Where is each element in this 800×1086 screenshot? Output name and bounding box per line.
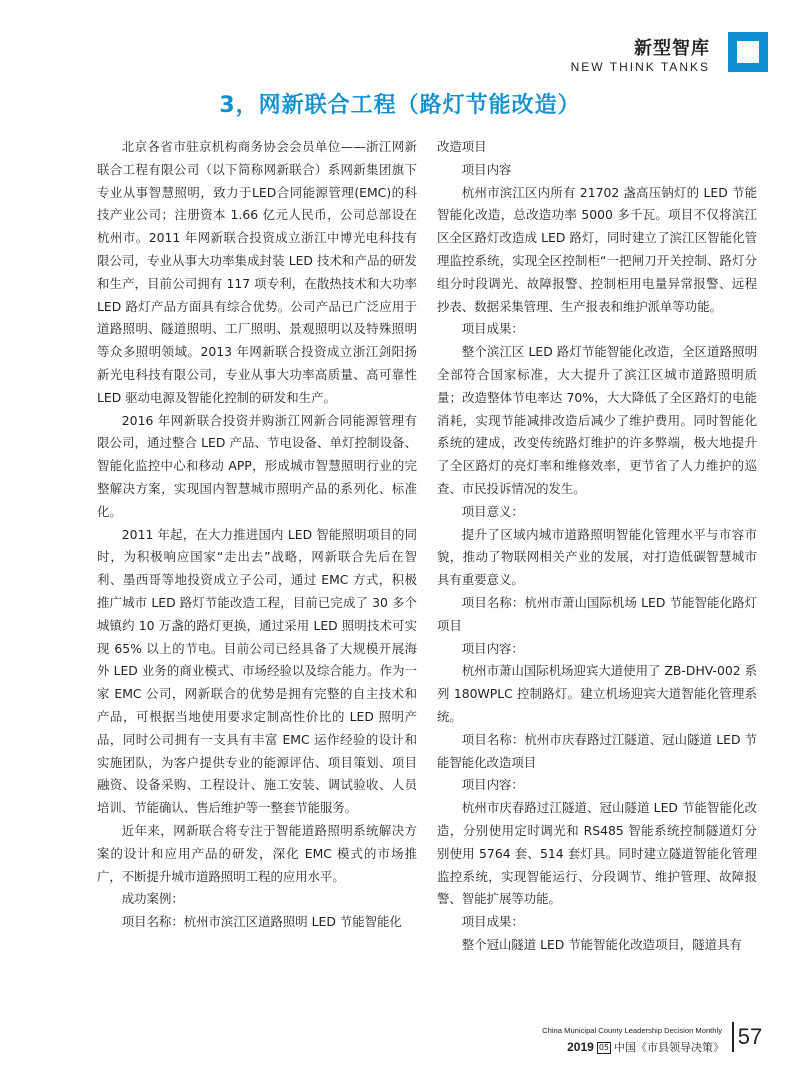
- section-subtitle: NEW THINK TANKS: [570, 60, 710, 74]
- paragraph: 2016 年网新联合投资并购浙江网新合同能源管理有限公司，通过整合 LED 产品、节电设备、单灯控制设备、智能化监控中心和移动 APP，形成城市智慧照明行业的完整解决方案，实现国内智慧城市照明产品的系列化、标准化。: [97, 412, 417, 519]
- paragraph: 提升了区域内城市道路照明智能化管理水平与市容市貌，推动了物联网相关产业的发展，对打造低碳智慧城市具有重要意义。: [437, 526, 757, 588]
- paragraph-heading: 项目成果：: [461, 321, 524, 337]
- page-number: 57: [732, 1022, 766, 1052]
- paragraph: 整个滨江区 LED 路灯节能智能化改造，全区道路照明全部符合国家标准，大大提升了滨江区城市道路照明质量；改造整体节电率达 70%，大大降低了全区路灯的电能消耗，实现节能减排改造后减少了维护费用。同时智能化系统的建成，改变传统路灯维护的许多弊端，极大地提升了全区路灯的亮灯率和维修效率，更节省了人力维护的巡查、市民投诉情况的发生。: [437, 344, 757, 496]
- paragraph: 北京各省市驻京机构商务协会会员单位——浙江网新联合工程有限公司（以下简称网新联合）系网新集团旗下专业从事智慧照明，致力于LED合同能源管理(EMC)的科技产业公司；注册资本 1.66 亿元人民币，公司总部设在杭州市。2011 年网新联合投资成立浙江中博光电科技有限公司，专业从事大功率集成封装 LED 技术和产品的研发和生产，目前公司拥有 117 项专利，在散热技术和大功率 LED 路灯产品方面具有综合优势。公司产品已广泛应用于道路照明、隧道照明、工厂照明、景观照明以及特殊照明等众多照明领域。2013 年网新联合投资成立浙江剑阳扬新光电科技有限公司，专业从事大功率高质量、高可靠性 LED 驱动电源及智能化控制的研发和生产。: [97, 139, 417, 405]
- paragraph-heading: 项目内容：: [461, 777, 524, 793]
- article-title: 3，网新联合工程（路灯节能改造）: [219, 93, 581, 118]
- magazine-name-cn: 中国《市县领导决策》: [614, 1041, 724, 1054]
- paragraph: 项目名称：杭州市滨江区道路照明 LED 节能智能化: [121, 914, 402, 930]
- paragraph: 杭州市滨江区内所有 21702 盏高压钠灯的 LED 节能智能化改造，总改造功率 5000 多千瓦。项目不仅将滨江区全区路灯改造成 LED 路灯，同时建立了滨江区智能化管理监控系统，实现全区控制柜“一把闸刀开关控制、路灯分组分时段调光、故障报警、控制柜用电量异常报警、远程抄表、数据采集管理、生产报表和维护派单等功能。: [437, 184, 757, 314]
- paragraph: 改造项目: [437, 139, 487, 154]
- paragraph-heading: 项目内容: [461, 161, 512, 177]
- paragraph-heading: 项目意义：: [461, 503, 524, 519]
- section-title: 新型智库: [634, 38, 710, 59]
- paragraph-heading: 项目成果：: [461, 914, 524, 930]
- magazine-name-en: China Municipal County Leadership Decision Monthly: [542, 1026, 722, 1035]
- paragraph-heading: 项目内容：: [461, 640, 524, 656]
- issue-number: 05: [598, 1043, 609, 1052]
- paragraph: 近年来，网新联合将专注于智能道路照明系统解决方案的设计和应用产品的研发，深化 EMC 模式的市场推广，不断提升城市道路照明工程的应用水平。: [97, 822, 417, 884]
- paragraph-heading: 成功案例：: [121, 891, 184, 907]
- right-column: [437, 136, 757, 957]
- section-logo-box: [728, 32, 768, 72]
- section-header: [468, 18, 768, 78]
- issue-year: 2019: [567, 1040, 594, 1054]
- paragraph: 项目名称：杭州市庆春路过江隧道、冠山隧道 LED 节能智能化改造项目: [437, 731, 757, 770]
- paragraph: 杭州市萧山国际机场迎宾大道使用了 ZB-DHV-002 系列 180WPLC 控制路灯。建立机场迎宾大道智能化管理系统。: [437, 663, 757, 724]
- left-column: [97, 136, 417, 934]
- paragraph: 杭州市庆春路过江隧道、冠山隧道 LED 节能智能化改造，分别使用定时调光和 RS485 智能系统控制隧道灯分别使用 5764 套、514 套灯具。同时建立隧道智能化管理监控系统，实现智能运行、分段调节、维护管理、故障报警、智能扩展等功能。: [437, 800, 757, 907]
- paragraph: 2011 年起，在大力推进国内 LED 智能照明项目的同时，为积极响应国家“走出去”战略，网新联合先后在智利、墨西哥等地投资成立子公司，通过 EMC 方式，积极推广城市 LED 路灯节能改造工程，目前已完成了 30 多个城镇约 10 万盏的路灯更换，通过采用 LED 照明技术可实现 65% 以上的节电。目前公司已经具备了大规模开展海外 LED 业务的商业模式、市场经验以及综合能力。作为一家 EMC 公司，网新联合的优势是拥有完整的自主技术和产品，可根据当地使用要求定制高性价比的 LED 照明产品，同时公司拥有一支具有丰富 EMC 运作经验的设计和实施团队，为客户提供专业的能源评估、项目策划、项目融资、设备采购、工程设计、施工安装、调试验收、人员培训、节能确认、售后维护等一整套节能服务。: [97, 526, 417, 816]
- paragraph: 项目名称：杭州市萧山国际机场 LED 节能智能化路灯项目: [437, 594, 757, 633]
- paragraph: 整个冠山隧道 LED 节能智能化改造项目，隧道具有: [461, 936, 742, 952]
- footer-issue-line: [540, 1039, 724, 1055]
